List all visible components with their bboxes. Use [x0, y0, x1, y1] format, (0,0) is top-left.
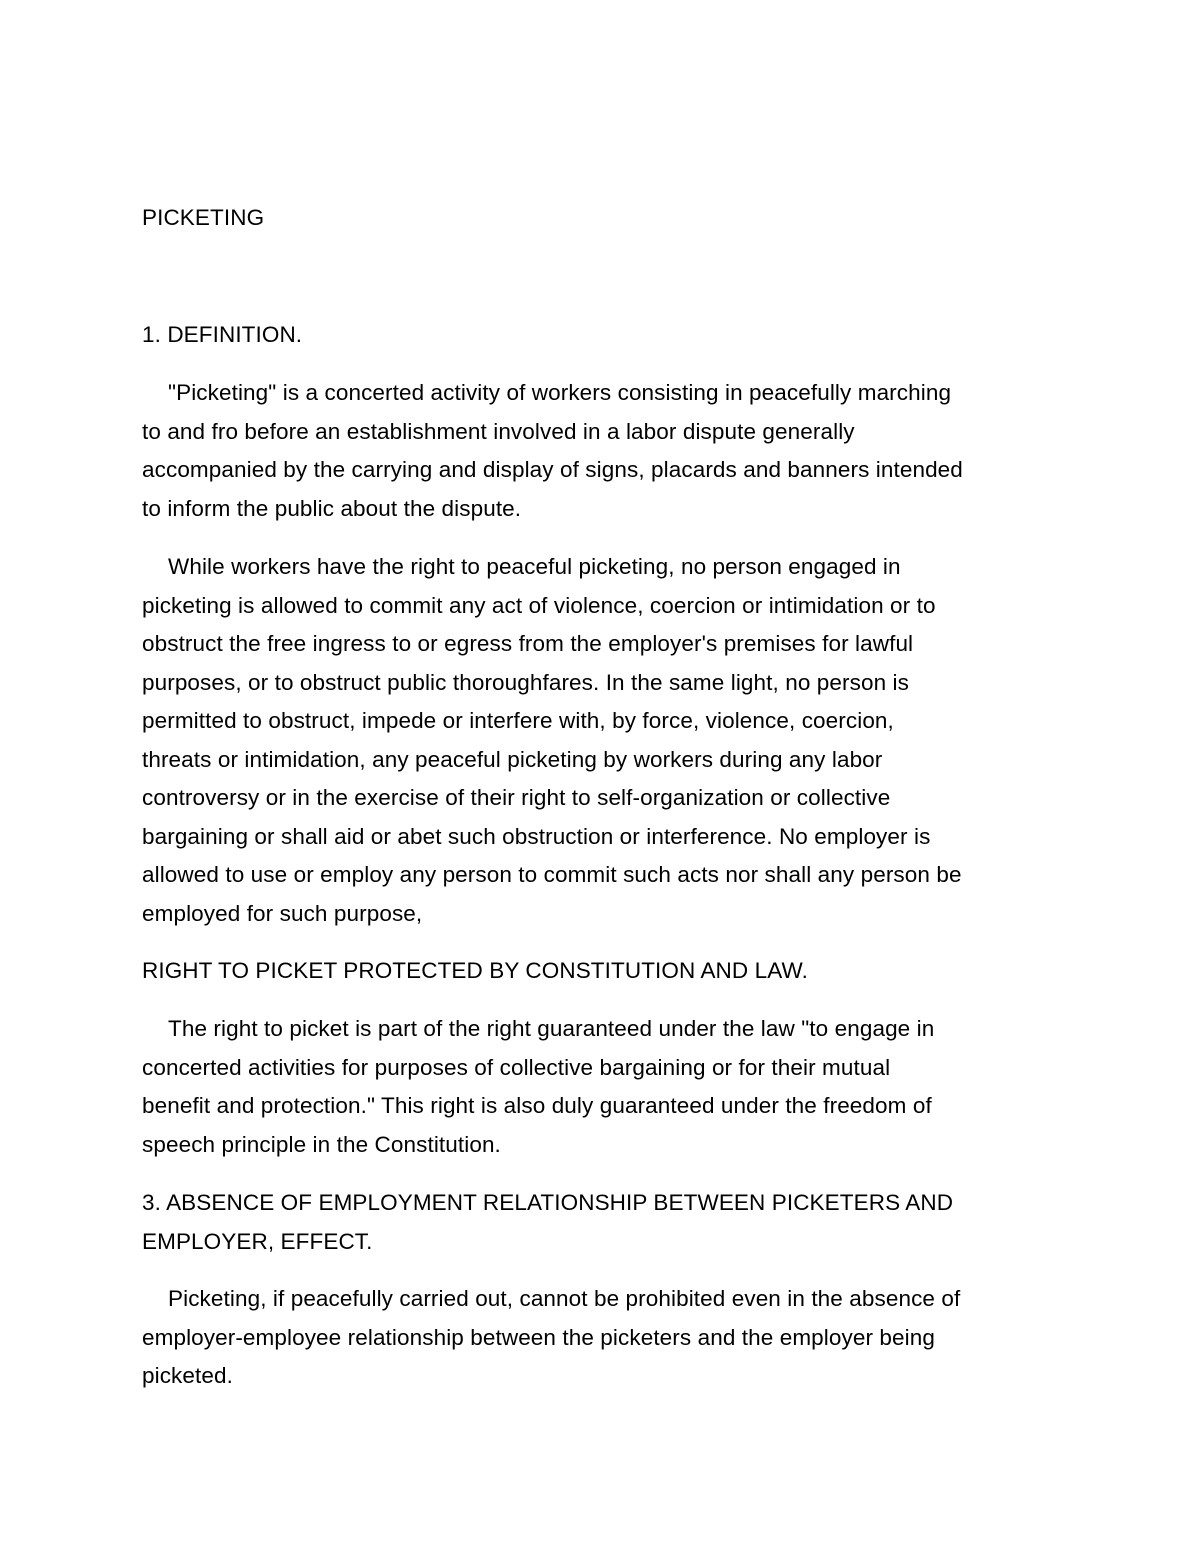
paragraph-line: permitted to obstruct, impede or interfere with, by force, violence, coercion,	[142, 708, 894, 733]
paragraph-line: threats or intimidation, any peaceful picketing by workers during any labor	[142, 746, 883, 772]
paragraph-line: Picketing, if peacefully carried out, cannot be prohibited even in the absence of	[168, 1286, 961, 1311]
paragraph-line: to inform the public about the dispute.	[142, 495, 522, 521]
paragraph-line: While workers have the right to peaceful picketing, no person engaged in	[168, 554, 901, 579]
paragraph-line: "Picketing" is a concerted activity of workers consisting in peacefully marching	[168, 380, 952, 405]
heading-line: EMPLOYER, EFFECT.	[142, 1228, 373, 1254]
document-title: PICKETING	[142, 205, 265, 230]
paragraph-line: employed for such purpose,	[142, 900, 423, 926]
section-2-paragraph	[142, 1010, 934, 1164]
section-3-heading	[142, 1184, 953, 1261]
paragraph-line: picketed.	[142, 1363, 233, 1388]
paragraph-line: speech principle in the Constitution.	[142, 1131, 501, 1157]
paragraph-line: accompanied by the carrying and display of signs, placards and banners intended	[142, 457, 963, 482]
section-3-paragraph	[142, 1280, 960, 1396]
paragraph-line: obstruct the free ingress to or egress from the employer's premises for lawful	[142, 631, 914, 656]
paragraph-line: allowed to use or employ any person to commit such acts nor shall any person be	[142, 862, 962, 887]
definition-paragraph	[142, 374, 963, 528]
rights-paragraph	[142, 548, 962, 933]
heading-line: 3. ABSENCE OF EMPLOYMENT RELATIONSHIP BETWEEN PICKETERS AND	[142, 1190, 954, 1215]
paragraph-line: bargaining or shall aid or abet such obstruction or interference. No employer is	[142, 823, 931, 849]
paragraph-line: controversy or in the exercise of their right to self-organization or collective	[142, 785, 891, 810]
section-2-heading: RIGHT TO PICKET PROTECTED BY CONSTITUTION AND LAW.	[142, 958, 808, 983]
paragraph-line: concerted activities for purposes of collective bargaining or for their mutual	[142, 1054, 891, 1080]
paragraph-line: employer-employee relationship between the picketers and the employer being	[142, 1324, 935, 1350]
paragraph-line: benefit and protection." This right is also duly guaranteed under the freedom of	[142, 1093, 932, 1118]
paragraph-line: purposes, or to obstruct public thoroughfares. In the same light, no person is	[142, 669, 909, 695]
paragraph-line: picketing is allowed to commit any act of violence, coercion or intimidation or to	[142, 592, 936, 618]
paragraph-line: The right to picket is part of the right guaranteed under the law "to engage in	[168, 1016, 935, 1041]
section-1-heading: 1. DEFINITION.	[142, 322, 303, 347]
paragraph-line: to and fro before an establishment involved in a labor dispute generally	[142, 418, 855, 444]
